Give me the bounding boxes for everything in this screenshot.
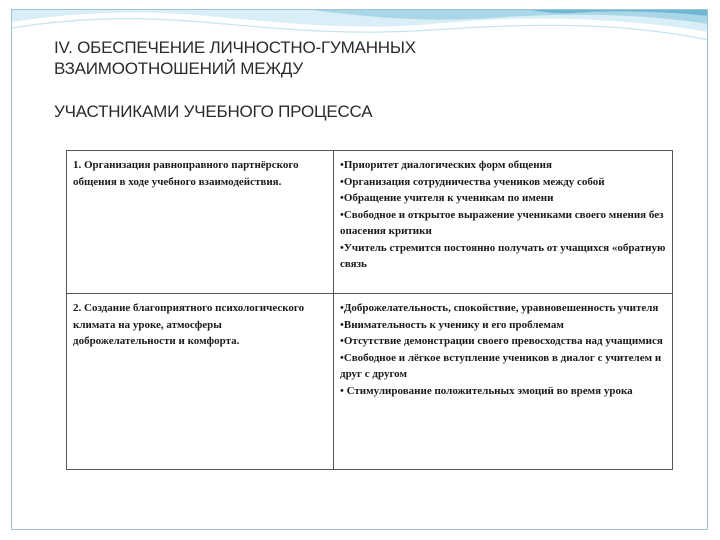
content-table <box>66 150 673 470</box>
list-item: •Приоритет диалогических форм общения <box>340 159 552 171</box>
slide-frame <box>11 9 708 530</box>
list-item: •Учитель стремится постоянно получать от учащихся «обратную связь <box>340 241 666 270</box>
items-cell <box>334 151 673 294</box>
list-item: •Внимательность к ученику и его проблемам <box>340 318 564 331</box>
list-item: •Доброжелательность, спокойствие, уравновешенность учителя <box>340 302 659 314</box>
list-item: • Стимулирование положительных эмоций во время урока <box>340 384 633 397</box>
list-item: •Отсутствие демонстрации своего превосходства над учащимися <box>340 335 663 347</box>
list-item: •Свободное и открытое выражение учениками своего мнения без опасения критики <box>340 208 664 237</box>
table-row <box>67 151 673 294</box>
list-item: •Свободное и лёгкое вступление учеников в диалог с учителем и друг с другом <box>340 351 662 380</box>
goal-cell: 2. Создание благоприятного психологического климата на уроке, атмосферы доброжелательности и комфорта. <box>67 294 334 470</box>
table-row <box>67 294 673 470</box>
slide-title-line-1: IV. ОБЕСПЕЧЕНИЕ ЛИЧНОСТНО-ГУМАННЫХ <box>54 38 416 57</box>
slide-title-line-3: УЧАСТНИКАМИ УЧЕБНОГО ПРОЦЕССА <box>54 102 373 121</box>
list-item: •Обращение учителя к ученикам по имени <box>340 192 554 204</box>
goal-cell: 1. Организация равноправного партнёрского общения в ходе учебного взаимодействия. <box>67 151 334 294</box>
slide-title-line-2: ВЗАИМООТНОШЕНИЙ МЕЖДУ <box>54 59 303 78</box>
items-cell <box>334 294 673 470</box>
list-item: •Организация сотрудничества учеников между собой <box>340 175 605 188</box>
